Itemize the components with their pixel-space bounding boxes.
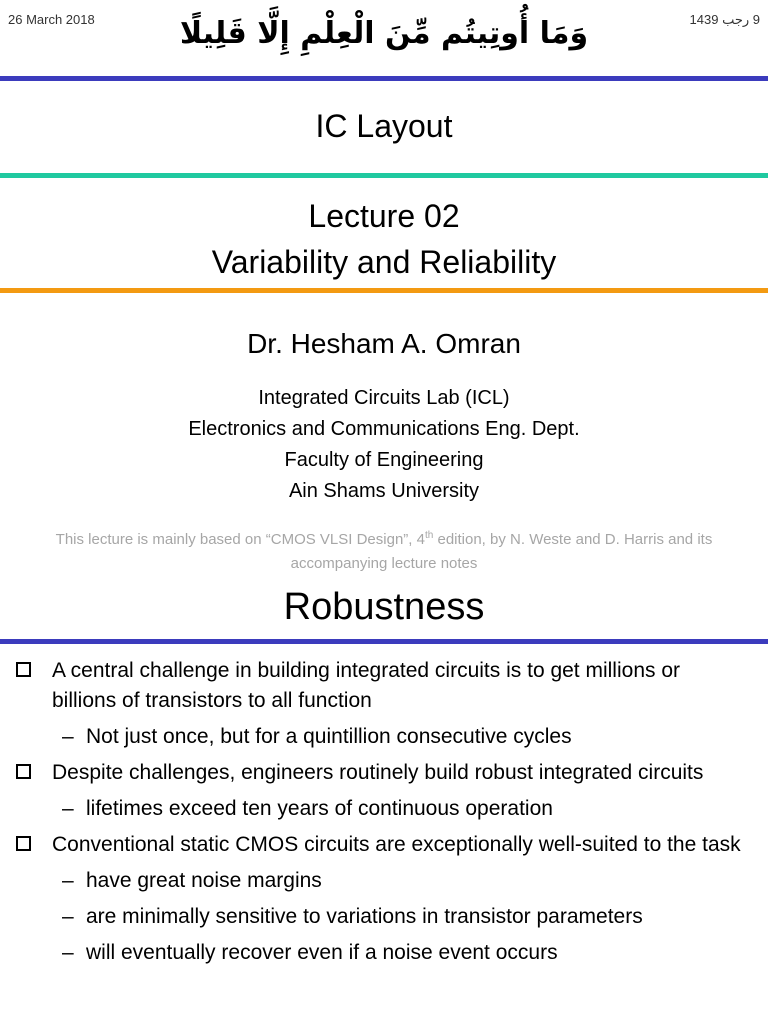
bullet-list: [0, 656, 768, 968]
lecture-topic: Variability and Reliability: [211, 244, 557, 280]
bullet-text: lifetimes exceed ten years of continuous operation: [86, 797, 553, 820]
title-divider: [0, 173, 768, 178]
affiliation-line: Integrated Circuits Lab (ICL): [258, 387, 510, 409]
section-divider: [0, 639, 768, 644]
affiliation-line: Faculty of Engineering: [284, 449, 484, 471]
lecture-divider: [0, 288, 768, 293]
dash-bullet-icon: –: [62, 905, 74, 928]
sub-bullet-item: [0, 722, 768, 752]
bullet-text: Not just once, but for a quintillion consecutive cycles: [86, 725, 572, 748]
checkbox-bullet-icon: [16, 764, 31, 779]
sub-bullet-item: [0, 794, 768, 824]
bullet-text: will eventually recover even if a noise event occurs: [86, 941, 558, 964]
checkbox-bullet-icon: [16, 836, 31, 851]
section-title: Robustness: [283, 586, 485, 628]
bullet-item: [0, 656, 768, 716]
sub-bullet-item: [0, 866, 768, 896]
source-note: This lecture is mainly based on “CMOS VLSI Design”, 4th edition, by N. Weste and D. Harris and its accompanying lecture notes: [55, 530, 713, 572]
sub-bullet-item: [0, 938, 768, 968]
affiliation-block: [0, 383, 768, 507]
arabic-verse-header: وَمَا أُوتِيتُم مِّنَ الْعِلْمِ إِلَّا قَلِيلًا: [179, 16, 589, 51]
dash-bullet-icon: –: [62, 797, 74, 820]
bullet-text: have great noise margins: [86, 869, 322, 892]
dash-bullet-icon: –: [62, 725, 74, 748]
course-title: IC Layout: [315, 108, 453, 144]
date-gregorian: 26 March 2018: [8, 12, 95, 27]
date-hijri: 9 رجب 1439: [689, 12, 760, 27]
lecture-number: Lecture 02: [308, 198, 460, 234]
affiliation-line: Electronics and Communications Eng. Dept.: [188, 418, 580, 440]
bullet-text: Despite challenges, engineers routinely build robust integrated circuits: [52, 761, 704, 784]
author-name: Dr. Hesham A. Omran: [247, 328, 521, 359]
bullet-text: A central challenge in building integrated circuits is to get millions or billions of transistors to all function: [52, 659, 681, 712]
sub-bullet-item: [0, 902, 768, 932]
header-divider: [0, 76, 768, 81]
bullet-item: [0, 830, 768, 860]
dash-bullet-icon: –: [62, 869, 74, 892]
lecture-heading: [0, 193, 768, 285]
dash-bullet-icon: –: [62, 941, 74, 964]
affiliation-line: Ain Shams University: [288, 480, 480, 502]
bullet-text: are minimally sensitive to variations in transistor parameters: [86, 905, 643, 928]
bullet-text: Conventional static CMOS circuits are exceptionally well-suited to the task: [52, 833, 741, 856]
checkbox-bullet-icon: [16, 662, 31, 677]
bullet-item: [0, 758, 768, 788]
